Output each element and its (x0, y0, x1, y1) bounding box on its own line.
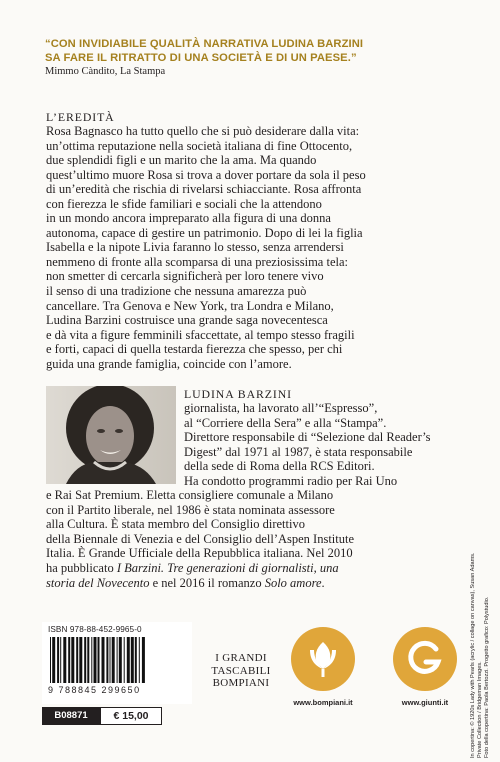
credit-line: Foto della copertina: Paola Bertozzi. Progetto grafico: Polystudio. (483, 596, 490, 758)
credit-line: Private Collection / Bridgeman Images. (476, 661, 483, 758)
barcode-bar (110, 637, 111, 683)
section-title: L’EREDITÀ (46, 110, 115, 124)
series-name (210, 652, 272, 690)
quote-line: SA FARE IL RITRATTO DI UNA SOCIETÀ E DI UN PAESE.” (45, 52, 357, 64)
barcode-bar (91, 637, 92, 683)
barcode-bar (76, 637, 78, 683)
price-tag: € 15,00 (100, 707, 162, 725)
barcode-bar (117, 637, 118, 683)
bio-line: al “Corriere della Sera” e alla “Stampa”. (184, 415, 387, 430)
barcode-bar (94, 637, 97, 683)
author-bio (46, 401, 461, 590)
synopsis-line: cancellare. Tra Genova e New York, tra Londra e Milano, (46, 298, 334, 313)
barcode-bar (71, 637, 74, 683)
synopsis-line: autonoma, capace di gestire un patrimonio. Dopo di lei la figlia (46, 225, 363, 240)
bio-line: Digest” dal 1971 al 1987, è stata responsabile (184, 444, 413, 459)
barcode (48, 637, 186, 685)
barcode-bar (68, 637, 70, 683)
barcode-bar (63, 637, 66, 683)
publisher-url: www.giunti.it (401, 698, 449, 707)
giunti-g-icon (392, 626, 458, 692)
bio-line: della sede di Roma della RCS Editori. (184, 459, 375, 474)
barcode-bar (124, 637, 125, 683)
synopsis-line: non smetter di cercarla significherà per loro tenere vivo (46, 269, 324, 284)
barcode-bar (139, 637, 140, 683)
bio-book-title: I Barzini. Tre generazioni di giornalisti, una (116, 561, 339, 576)
barcode-digits: 9 788845 299650 (48, 685, 141, 695)
synopsis-line: quest’ultimo muore Rosa si trova a dover portare da sola il peso (46, 167, 366, 182)
synopsis-line: un’ottima reputazione nella società italiana di fine Ottocento, (46, 138, 353, 153)
bio-line (46, 561, 461, 576)
synopsis-line: guida una grande famiglia, coincide con l’amore. (46, 356, 292, 371)
bio-book-title: Solo amore (264, 575, 322, 590)
synopsis-line: Rosa Bagnasco ha tutto quello che si può desiderare dalla vita: (46, 124, 360, 138)
bio-text: e nel 2016 il romanzo (149, 575, 265, 590)
synopsis-line: in un mondo ancora impreparato alla figura di una donna (46, 211, 331, 226)
series-line: BOMPIANI (212, 677, 270, 689)
synopsis-line: il senso di una tradizione che nessuna amarezza può (46, 284, 307, 299)
barcode-bar (142, 637, 145, 683)
barcode-bar (127, 637, 130, 683)
barcode-bar (57, 637, 59, 683)
barcode-bar (102, 637, 105, 683)
barcode-bar (52, 637, 55, 683)
product-code: B08871 (42, 707, 100, 725)
publisher-url: www.bompiani.it (293, 698, 353, 707)
synopsis (46, 124, 461, 371)
bio-line: con il Partito liberale, nel 1986 è stata nominata assessore (46, 502, 335, 517)
synopsis-line: con fierezza le sfide familiari e sociali che la attendono (46, 196, 322, 211)
synopsis-line: e dà vita a figure femminili sfaccettate, al tempo stesso fragili (46, 327, 355, 342)
bio-line: Italia. È Grande Ufficiale della Repubblica italiana. Nel 2010 (46, 546, 353, 561)
barcode-bar (119, 637, 122, 683)
barcode-bar (112, 637, 115, 683)
barcode-bar (106, 637, 108, 683)
bio-line: e Rai Sat Premium. Eletta consigliere comunale a Milano (46, 488, 334, 503)
credit-line: In copertina: © 1920s Lady with Pearls (acrylic / collage on canvas), Susan Adams. (470, 552, 476, 758)
synopsis-line: Ludina Barzini costruisce una grande saga novecentesca (46, 313, 328, 328)
synopsis-line: Isabella e la nipote Livia faranno lo stesso, senza arrendersi (46, 240, 344, 255)
synopsis-line: due splendidi figli e un marito che la ama. Ma quando (46, 153, 317, 168)
bio-text: . (321, 575, 325, 590)
quote-author: Mimmo Càndito, La Stampa (45, 66, 166, 77)
series-line: TASCABILI (211, 664, 271, 677)
quote-line: “CON INVIDIABILE QUALITÀ NARRATIVA LUDINA BARZINI (45, 38, 364, 50)
bio-line: giornalista, ha lavorato all’“Espresso”, (184, 401, 378, 415)
bio-line: della Biennale di Venezia e del Consiglio dell’Aspen Institute (46, 531, 355, 546)
series-line: I GRANDI (215, 652, 267, 664)
bio-line: Ha condotto programmi radio per Rai Uno (184, 473, 398, 488)
barcode-bar (79, 637, 82, 683)
bio-text: ha pubblicato (46, 561, 117, 576)
barcode-bar (98, 637, 100, 683)
bio-line: alla Cultura. È stata membro del Consiglio direttivo (46, 517, 305, 532)
barcode-bar (84, 637, 86, 683)
cover-credits (470, 458, 490, 758)
bio-book-title: storia del Novecento (46, 575, 150, 590)
barcode-bar (60, 637, 61, 683)
barcode-bar (131, 637, 134, 683)
isbn-label: ISBN 978-88-452-9965-0 (48, 625, 142, 634)
author-name: LUDINA BARZINI (184, 387, 292, 401)
tulip-icon (290, 626, 356, 692)
synopsis-line: di un’eredità che rischia di rivelarsi schiacciante. Rosa affronta (46, 182, 362, 197)
synopsis-line: e forti, capaci di quella testarda fierezza che spesso, per chi (46, 342, 343, 357)
bio-line (46, 576, 461, 591)
review-quote (45, 37, 465, 65)
barcode-bar (87, 637, 89, 683)
bio-line: Direttore responsabile di “Selezione dal Reader’s (184, 430, 431, 445)
barcode-bar (50, 637, 51, 683)
barcode-bar (135, 637, 137, 683)
synopsis-line: nemmeno di fronte alla scomparsa di una preziosissima tela: (46, 254, 348, 269)
